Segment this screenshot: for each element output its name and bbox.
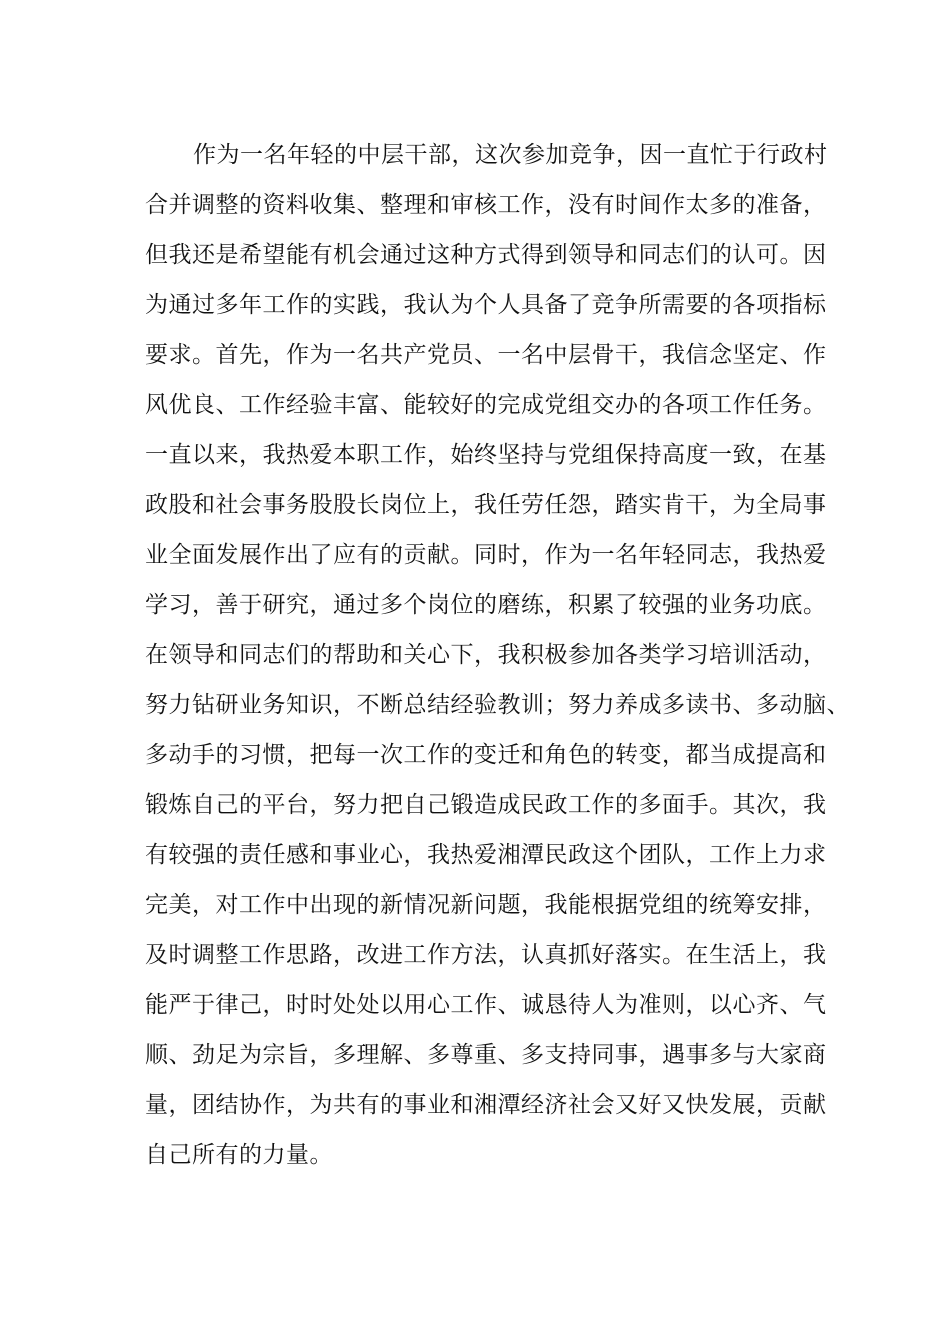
paragraph-line: 量，团结协作，为共有的事业和湘潭经济社会又好又快发展，贡献: [145, 1092, 827, 1118]
paragraph-line: 要求。首先，作为一名共产党员、一名中层骨干，我信念坚定、作: [145, 342, 827, 368]
paragraph-line: 能严于律己，时时处处以用心工作、诚恳待人为准则，以心齐、气: [145, 992, 827, 1018]
paragraph-line: 及时调整工作思路，改进工作方法，认真抓好落实。在生活上，我: [145, 942, 827, 968]
paragraph-line: 锻炼自己的平台，努力把自己锻造成民政工作的多面手。其次，我: [145, 792, 827, 818]
paragraph-line: 一直以来，我热爱本职工作，始终坚持与党组保持高度一致，在基: [145, 442, 827, 468]
paragraph-line: 学习，善于研究，通过多个岗位的磨练，积累了较强的业务功底。: [145, 592, 827, 618]
paragraph-line: 风优良、工作经验丰富、能较好的完成党组交办的各项工作任务。: [145, 392, 827, 418]
paragraph-line: 顺、劲足为宗旨，多理解、多尊重、多支持同事，遇事多与大家商: [145, 1042, 827, 1068]
paragraph-line: 合并调整的资料收集、整理和审核工作，没有时间作太多的准备，: [145, 192, 827, 218]
body-paragraph: [145, 130, 850, 1180]
paragraph-line: 完美，对工作中出现的新情况新问题，我能根据党组的统筹安排，: [145, 892, 827, 918]
paragraph-line: 有较强的责任感和事业心，我热爱湘潭民政这个团队，工作上力求: [145, 842, 827, 868]
paragraph-line: 自己所有的力量。: [145, 1142, 333, 1168]
paragraph-line: 努力钻研业务知识，不断总结经验教训；努力养成多读书、多动脑、: [145, 692, 850, 718]
paragraph-line: 但我还是希望能有机会通过这种方式得到领导和同志们的认可。因: [145, 242, 827, 268]
paragraph-line: 政股和社会事务股股长岗位上，我任劳任怨，踏实肯干，为全局事: [145, 492, 827, 518]
paragraph-line: 为通过多年工作的实践，我认为个人具备了竞争所需要的各项指标: [145, 292, 827, 318]
paragraph-line: 多动手的习惯，把每一次工作的变迁和角色的转变，都当成提高和: [145, 742, 827, 768]
paragraph-line: 在领导和同志们的帮助和关心下，我积极参加各类学习培训活动，: [145, 642, 827, 668]
paragraph-line: 作为一名年轻的中层干部，这次参加竞争，因一直忙于行政村: [193, 142, 828, 168]
paragraph-line: 业全面发展作出了应有的贡献。同时，作为一名年轻同志，我热爱: [145, 542, 827, 568]
